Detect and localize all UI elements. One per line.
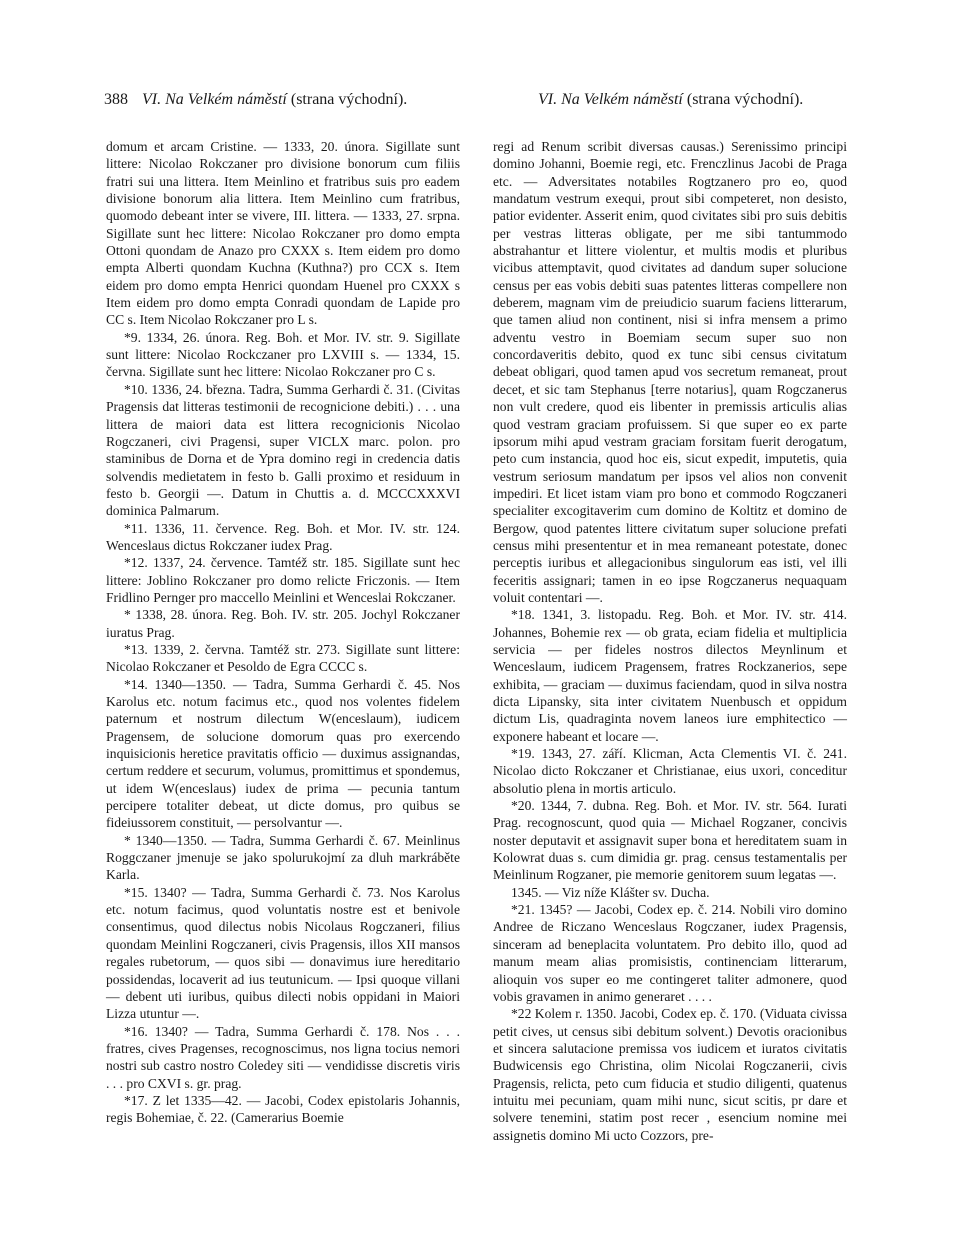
paragraph: *19. 1343, 27. září. Klicman, Acta Clementis VI. č. 241. Nicolao dicto Rokczaner et Christianae, eius uxori, conceditur absolutio plena in mortis articulo. <box>493 746 847 796</box>
left-text-column <box>106 138 460 1127</box>
paragraph: *20. 1344, 7. dubna. Reg. Boh. et Mor. IV. str. 564. Iurati Prag. recognoscunt, quod quia — Michael Rogzaner, concivis noster deputavit et assignavit super bona et hereditatem suam in Kolowrat duas s. cum dimidia gr. prag. census testamentalis per Meinlinum Rogzaner, pie memorie genitorem suum legatas —. <box>493 798 847 883</box>
paragraph: *15. 1340? — Tadra, Summa Gerhardi č. 73. Nos Karolus etc. notum facimus, quod voluntatis nostre est et benivole consentimus, quod dilectus nobis Nicolaus Rogczaneri, filius quondam Meinlini Rogczaneri, civis Pragensis, illos XII mansos regales rubetorum, — quos sibi — donavimus iure hereditario possidendas, locaverit ad ius teutunicum. — Ipsi quoque villani — debent uti iuribus, quibus dilecti nobis oppidani in Maiori Lizza utuntur —. <box>106 884 460 1022</box>
paragraph: * 1340—1350. — Tadra, Summa Gerhardi č. 67. Meinlinus Roggczaner jmenuje se jako spolurukojmí za dluh markráběte Karla. <box>106 832 460 883</box>
header-right-note: (strana východní). <box>686 91 804 108</box>
right-text-column <box>493 138 847 1144</box>
paragraph: *14. 1340—1350. — Tadra, Summa Gerhardi č. 45. Nos Karolus etc. notum facimus etc., quod nos volentes fidelem paternum et nostrum dilectum W(enceslaum), iudicem Pragensem, de solucione domorum quas pro exercendo inquisicionis heretice pravitatis officio — duximus assignandas, certum reddere et securum, volumus, promittimus et spondemus, ut idem W(enceslaus) iudex de prima — pecunia tantum percipere totaliter debeat, ut dicte domus, pro quibus se fideiussorem constituit, — persolvantur —. <box>106 676 460 831</box>
header-left-note: (strana východní). <box>290 91 408 108</box>
paragraph: *17. Z let 1335—42. — Jacobi, Codex epistolaris Johannis, regis Bohemiae, č. 22. (Camerarius Boemie <box>106 1092 460 1126</box>
paragraph: *12. 1337, 24. července. Tamtéž str. 185. Sigillate sunt hec littere: Joblino Rokczaner pro domo relicte Friczonis. — Item Fridlino Pernger pro maccello Meinlini et Wenceslai Rokczaner. <box>106 555 460 605</box>
paragraph: *9. 1334, 26. února. Reg. Boh. et Mor. IV. str. 9. Sigillate sunt littere: Nicolao Rockczaner pro LXVIII s. — 1334, 15. června. Sigillate sunt hec littere: Nicolao Rokczaner pro C s. <box>106 329 460 380</box>
header-right-title: VI. Na Velkém náměstí <box>538 91 683 108</box>
page-number: 388 <box>104 91 128 108</box>
paragraph: regi ad Renum scribit diversas causas.) Serenissimo principi domino Johanni, Boemie regi, etc. Frenczlinus Jacobi de Praga etc. — Adversitates notabiles Rogtzanero pro eo, quod mandatum vestrum exequi, prout sibi competeret, non desisto, patior evidenter. Asserit enim, quod civitates sibi pro suis debitis per vestras litteras obligate, per me sibi tantummodo abstrahantur et littere violentur, et multis modis et pluribus vicibus attemptavit, quod civitates ad dandum super solucione census per eas vobis debiti suas patentes litteras compellere non deberem, magnam vim de preiudicio suarum faciens litterarum, que tamen aliud non continent, nisi si infra mensem a primo adventu vestro in Boemiam secum super suo non concordaveritis debito, quod ex tunc sibi census civitatum debeat obligari, quod tamen apud vos secretum remaneat, prout decet, et sic tam Stephanus [terre notarius], quam Rogczanerus non vult credere, quod eis libenter in premissis articulis alias quod vestram graciam profuissem. Si que super eo ex parte ipsorum mihi apud vestram graciam forsitam fuerit derogatum, peto cum instancia, quod hoc eis, sicut expedit, imputetis, quia vestrum seriosum mandatum per ipsos vel alios non convenit impediri. Et licet istam viam pro bono et commodo Rogczaneri specialiter excogitaverim cum domino de Koltitz et domino de Bergow, quod patentes littere civitatum super solucione prefati census mihi presententur et in mea remaneant potestate, donec perceptis iuribus et allegacionibus singulorum eas isti, vel illi feceritis assignari; tamen in eo ipse Rogczanerus nequaquam voluit contentari —. <box>493 139 847 605</box>
running-header-right <box>538 90 803 110</box>
paragraph: * 1338, 28. února. Reg. Boh. IV. str. 205. Jochyl Rokczaner iuratus Prag. <box>106 607 460 640</box>
paragraph: *11. 1336, 11. července. Reg. Boh. et Mor. IV. str. 124. Wenceslaus dictus Rokczaner iudex Prag. <box>106 520 460 553</box>
paragraph: domum et arcam Cristine. — 1333, 20. února. Sigillate sunt littere: Nicolao Rokczaner pro divisione bonorum cum filiis fratri sui una littera. Item Meinlino et fratribus suis pro eadem divisione bonorum alia littera. Item Meinlino cum fratribus, quomodo debeant inter se vivere, III. littera. — 1333, 27. srpna. Sigillate sunt hec littere: Nicolao Rokczaner pro domo empta Ottoni quondam de Anazo pro CXXX s. Item eidem pro domo empta Alberti quondam Kuchna (Kuthna?) pro CCX s. Item eidem pro domo empta Henrici quondam Huenel pro CXXX s Item eidem pro domo empta Conradi quondam de Lapide pro CC s. Item Nicolao Rokczaner pro L s. <box>106 139 460 328</box>
paragraph: *16. 1340? — Tadra, Summa Gerhardi č. 178. Nos . . . fratres, cives Pragenses, recognoscimus, nos ligna tocius nemori nostri sub castro nostro Coledey siti — vendidisse discretis viris . . . pro CXVI s. gr. prag. <box>106 1023 460 1091</box>
paragraph: *18. 1341, 3. listopadu. Reg. Boh. et Mor. IV. str. 414. Johannes, Bohemie rex — ob grata, eciam fidelia et multiplicia servicia — per fideles nostros dilectos Meynlinum et Wenceslaum, iudicem Pragensem, fratres Rockzanerios, sepe exhibita, — graciam — duximus faciendam, quod in silva nostra dicta Lipansky, sita inter civitatem Nuenbusch et oppidum dictum Lis, quadraginta novem laneos iure emphitectico — exponere habeant et locare —. <box>493 607 847 744</box>
paragraph: *22 Kolem r. 1350. Jacobi, Codex ep. č. 170. (Viduata civissa petit cives, ut census sibi debitum solvent.) Devotis oracionibus et sincera salutacione premissa vos iudicem et iuratos civitatis Budwicensis ego Christina, olim Nicolai Rogczanerii, civis Pragensis, relicta, peto cum fiducia et studio diligenti, quatenus intuitu mei pecuniam, quam mihi nunc, sicut scitis, pr dare et solvere tenemini, statim post recer , esencium nomine mei assignetis domino Mi ucto Cozzors, pre- <box>493 1006 847 1143</box>
paragraph: *13. 1339, 2. června. Tamtéž str. 273. Sigillate sunt littere: Nicolao Rokczaner et Pesoldo de Egra CCCC s. <box>106 641 460 675</box>
running-header-left <box>104 90 407 110</box>
header-left-title: VI. Na Velkém náměstí <box>142 91 287 108</box>
paragraph: 1345. — Viz níže Klášter sv. Ducha. <box>511 884 710 900</box>
paragraph: *10. 1336, 24. března. Tadra, Summa Gerhardi č. 31. (Civitas Pragensis dat litteras testimonii de recognicione debiti.) . . . una littera de maiori data est littera recognicionis Nicolao Rogczaneri, civi Pragensi, super VICLX marc. polon. pro staminibus de Dorna et de Ypra domino regi in credencia datis solvendis medietatem in festo b. Galli proximo et residuum in festo b. Georgii —. Datum in Chuttis a. d. MCCCXXXVI dominica Palmarum. <box>106 381 460 519</box>
paragraph: *21. 1345? — Jacobi, Codex ep. č. 214. Nobili viro domino Andree de Riczano Wenceslaus Rogczaner, iudex Pragensis, sinceram ad beneplacita voluntatem. Pro debito illo, quod ad manum meam alias promisistis, continenciam litterarum, alioquin vos super eo me contingeret taliter admonere, quod vobis gravamen in animo generaret . . . . <box>493 902 847 1004</box>
